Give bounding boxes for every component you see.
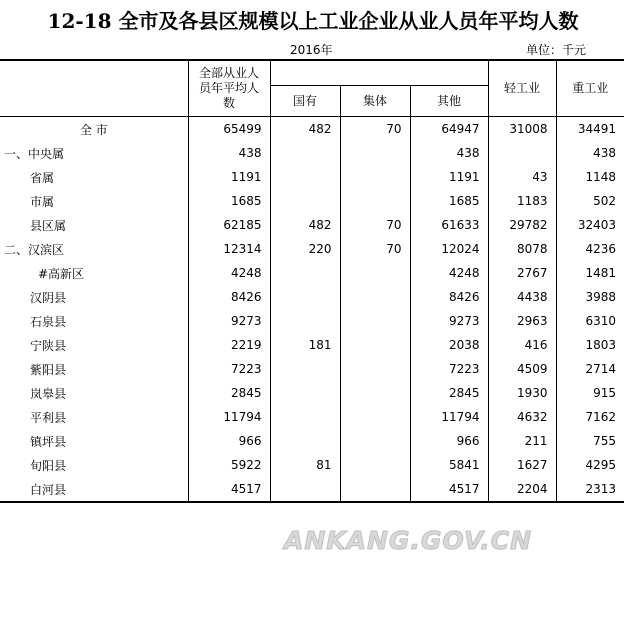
table-row [0,117,624,142]
cell-light: 2204 [488,477,556,502]
cell-light: 8078 [488,237,556,261]
cell-other: 7223 [410,357,488,381]
row-label: 旬阳县 [30,458,67,473]
row-label: 二、汉滨区 [4,242,65,257]
cell-collective [340,405,410,429]
table-row [0,381,624,405]
cell-light: 1627 [488,453,556,477]
cell-total: 2219 [188,333,270,357]
cell-collective [340,477,410,502]
cell-state [270,357,340,381]
table-row [0,285,624,309]
cell-collective [340,189,410,213]
cell-heavy: 1481 [556,261,624,285]
cell-light: 211 [488,429,556,453]
cell-heavy: 1803 [556,333,624,357]
cell-light: 43 [488,165,556,189]
cell-other: 61633 [410,213,488,237]
cell-total: 4517 [188,477,270,502]
employment-table [0,59,624,503]
cell-state [270,141,340,165]
cell-state: 482 [270,213,340,237]
header-total: 全部从业人员年平均人数 [188,60,270,117]
table-row [0,453,624,477]
cell-light: 1930 [488,381,556,405]
cell-other: 1685 [410,189,488,213]
cell-state [270,429,340,453]
row-label: 白河县 [0,477,188,502]
cell-light: 29782 [488,213,556,237]
row-label: 全 市 [0,117,188,142]
header-heavy: 重工业 [556,60,624,117]
cell-state [270,309,340,333]
table-row [0,309,624,333]
cell-state [270,405,340,429]
cell-light: 416 [488,333,556,357]
cell-state: 181 [270,333,340,357]
cell-light: 2767 [488,261,556,285]
cell-collective [340,381,410,405]
cell-other: 438 [410,141,488,165]
cell-collective [340,453,410,477]
cell-heavy: 915 [556,381,624,405]
cell-total: 8426 [188,285,270,309]
cell-other: 64947 [410,117,488,142]
cell-heavy: 2313 [556,477,624,502]
cell-other: 2038 [410,333,488,357]
cell-total: 2845 [188,381,270,405]
cell-light: 4509 [488,357,556,381]
cell-heavy: 502 [556,189,624,213]
row-label: 平利县 [30,410,67,425]
cell-light: 4438 [488,285,556,309]
cell-state: 482 [270,117,340,142]
cell-other: 11794 [410,405,488,429]
cell-heavy: 34491 [556,117,624,142]
cell-heavy: 32403 [556,213,624,237]
cell-light: 1183 [488,189,556,213]
table-row [0,357,624,381]
watermark: ANKANG.GOV.CN [284,526,533,555]
cell-total: 966 [188,429,270,453]
cell-heavy: 438 [556,141,624,165]
row-label: 镇坪县 [30,434,67,449]
cell-heavy: 3988 [556,285,624,309]
cell-collective: 70 [340,237,410,261]
table-row [0,333,624,357]
cell-total: 4248 [188,261,270,285]
cell-heavy: 4236 [556,237,624,261]
cell-collective [340,285,410,309]
table-row [0,429,624,453]
table-row [0,189,624,213]
table-row [0,261,624,285]
row-label: 一、中央属 [4,146,65,161]
cell-heavy: 755 [556,429,624,453]
row-label: 宁陕县 [30,338,67,353]
cell-collective [340,333,410,357]
cell-collective [340,429,410,453]
cell-total: 5922 [188,453,270,477]
cell-collective [340,309,410,333]
header-ownership-blank [270,60,488,86]
table-row [0,237,624,261]
cell-light: 4632 [488,405,556,429]
cell-state [270,381,340,405]
cell-state [270,165,340,189]
row-label: 岚皋县 [30,386,67,401]
cell-state [270,261,340,285]
row-label: 汉阴县 [30,290,67,305]
cell-other: 8426 [410,285,488,309]
cell-light: 2963 [488,309,556,333]
cell-heavy: 2714 [556,357,624,381]
cell-other: 12024 [410,237,488,261]
cell-light: 31008 [488,117,556,142]
cell-state [270,189,340,213]
cell-heavy: 7162 [556,405,624,429]
header-blank [0,60,188,117]
cell-state: 220 [270,237,340,261]
cell-heavy: 6310 [556,309,624,333]
cell-collective: 70 [340,117,410,142]
row-label: 紫阳县 [30,362,67,377]
cell-state [270,477,340,502]
row-label: 市属 [30,194,55,209]
cell-total: 62185 [188,213,270,237]
cell-other: 1191 [410,165,488,189]
cell-collective [340,165,410,189]
header-light: 轻工业 [488,60,556,117]
row-label: 省属 [30,170,55,185]
page-title: 12-18 全市及各县区规模以上工业企业从业人员年平均人数 [47,9,579,33]
header-state: 国有 [270,86,340,117]
row-label: #高新区 [38,266,85,281]
table-row [0,213,624,237]
cell-other: 4517 [410,477,488,502]
row-label: 县区属 [30,218,67,233]
cell-other: 9273 [410,309,488,333]
year-label: 2016年 [290,43,333,57]
table-row [0,405,624,429]
cell-state [270,285,340,309]
cell-total: 65499 [188,117,270,142]
cell-collective [340,141,410,165]
cell-total: 1685 [188,189,270,213]
cell-heavy: 1148 [556,165,624,189]
cell-other: 5841 [410,453,488,477]
cell-total: 7223 [188,357,270,381]
header-other: 其他 [410,86,488,117]
cell-total: 12314 [188,237,270,261]
table-body [0,117,624,503]
cell-total: 11794 [188,405,270,429]
cell-collective [340,357,410,381]
row-label: 石泉县 [30,314,67,329]
cell-state: 81 [270,453,340,477]
cell-heavy: 4295 [556,453,624,477]
header-collective: 集体 [340,86,410,117]
cell-light [488,141,556,165]
table-row [0,141,624,165]
cell-total: 9273 [188,309,270,333]
table-row [0,165,624,189]
table-row [0,477,624,502]
cell-total: 438 [188,141,270,165]
cell-other: 4248 [410,261,488,285]
cell-other: 966 [410,429,488,453]
unit-label: 单位：千元 [525,43,586,57]
cell-collective: 70 [340,213,410,237]
cell-collective [340,261,410,285]
cell-total: 1191 [188,165,270,189]
cell-other: 2845 [410,381,488,405]
